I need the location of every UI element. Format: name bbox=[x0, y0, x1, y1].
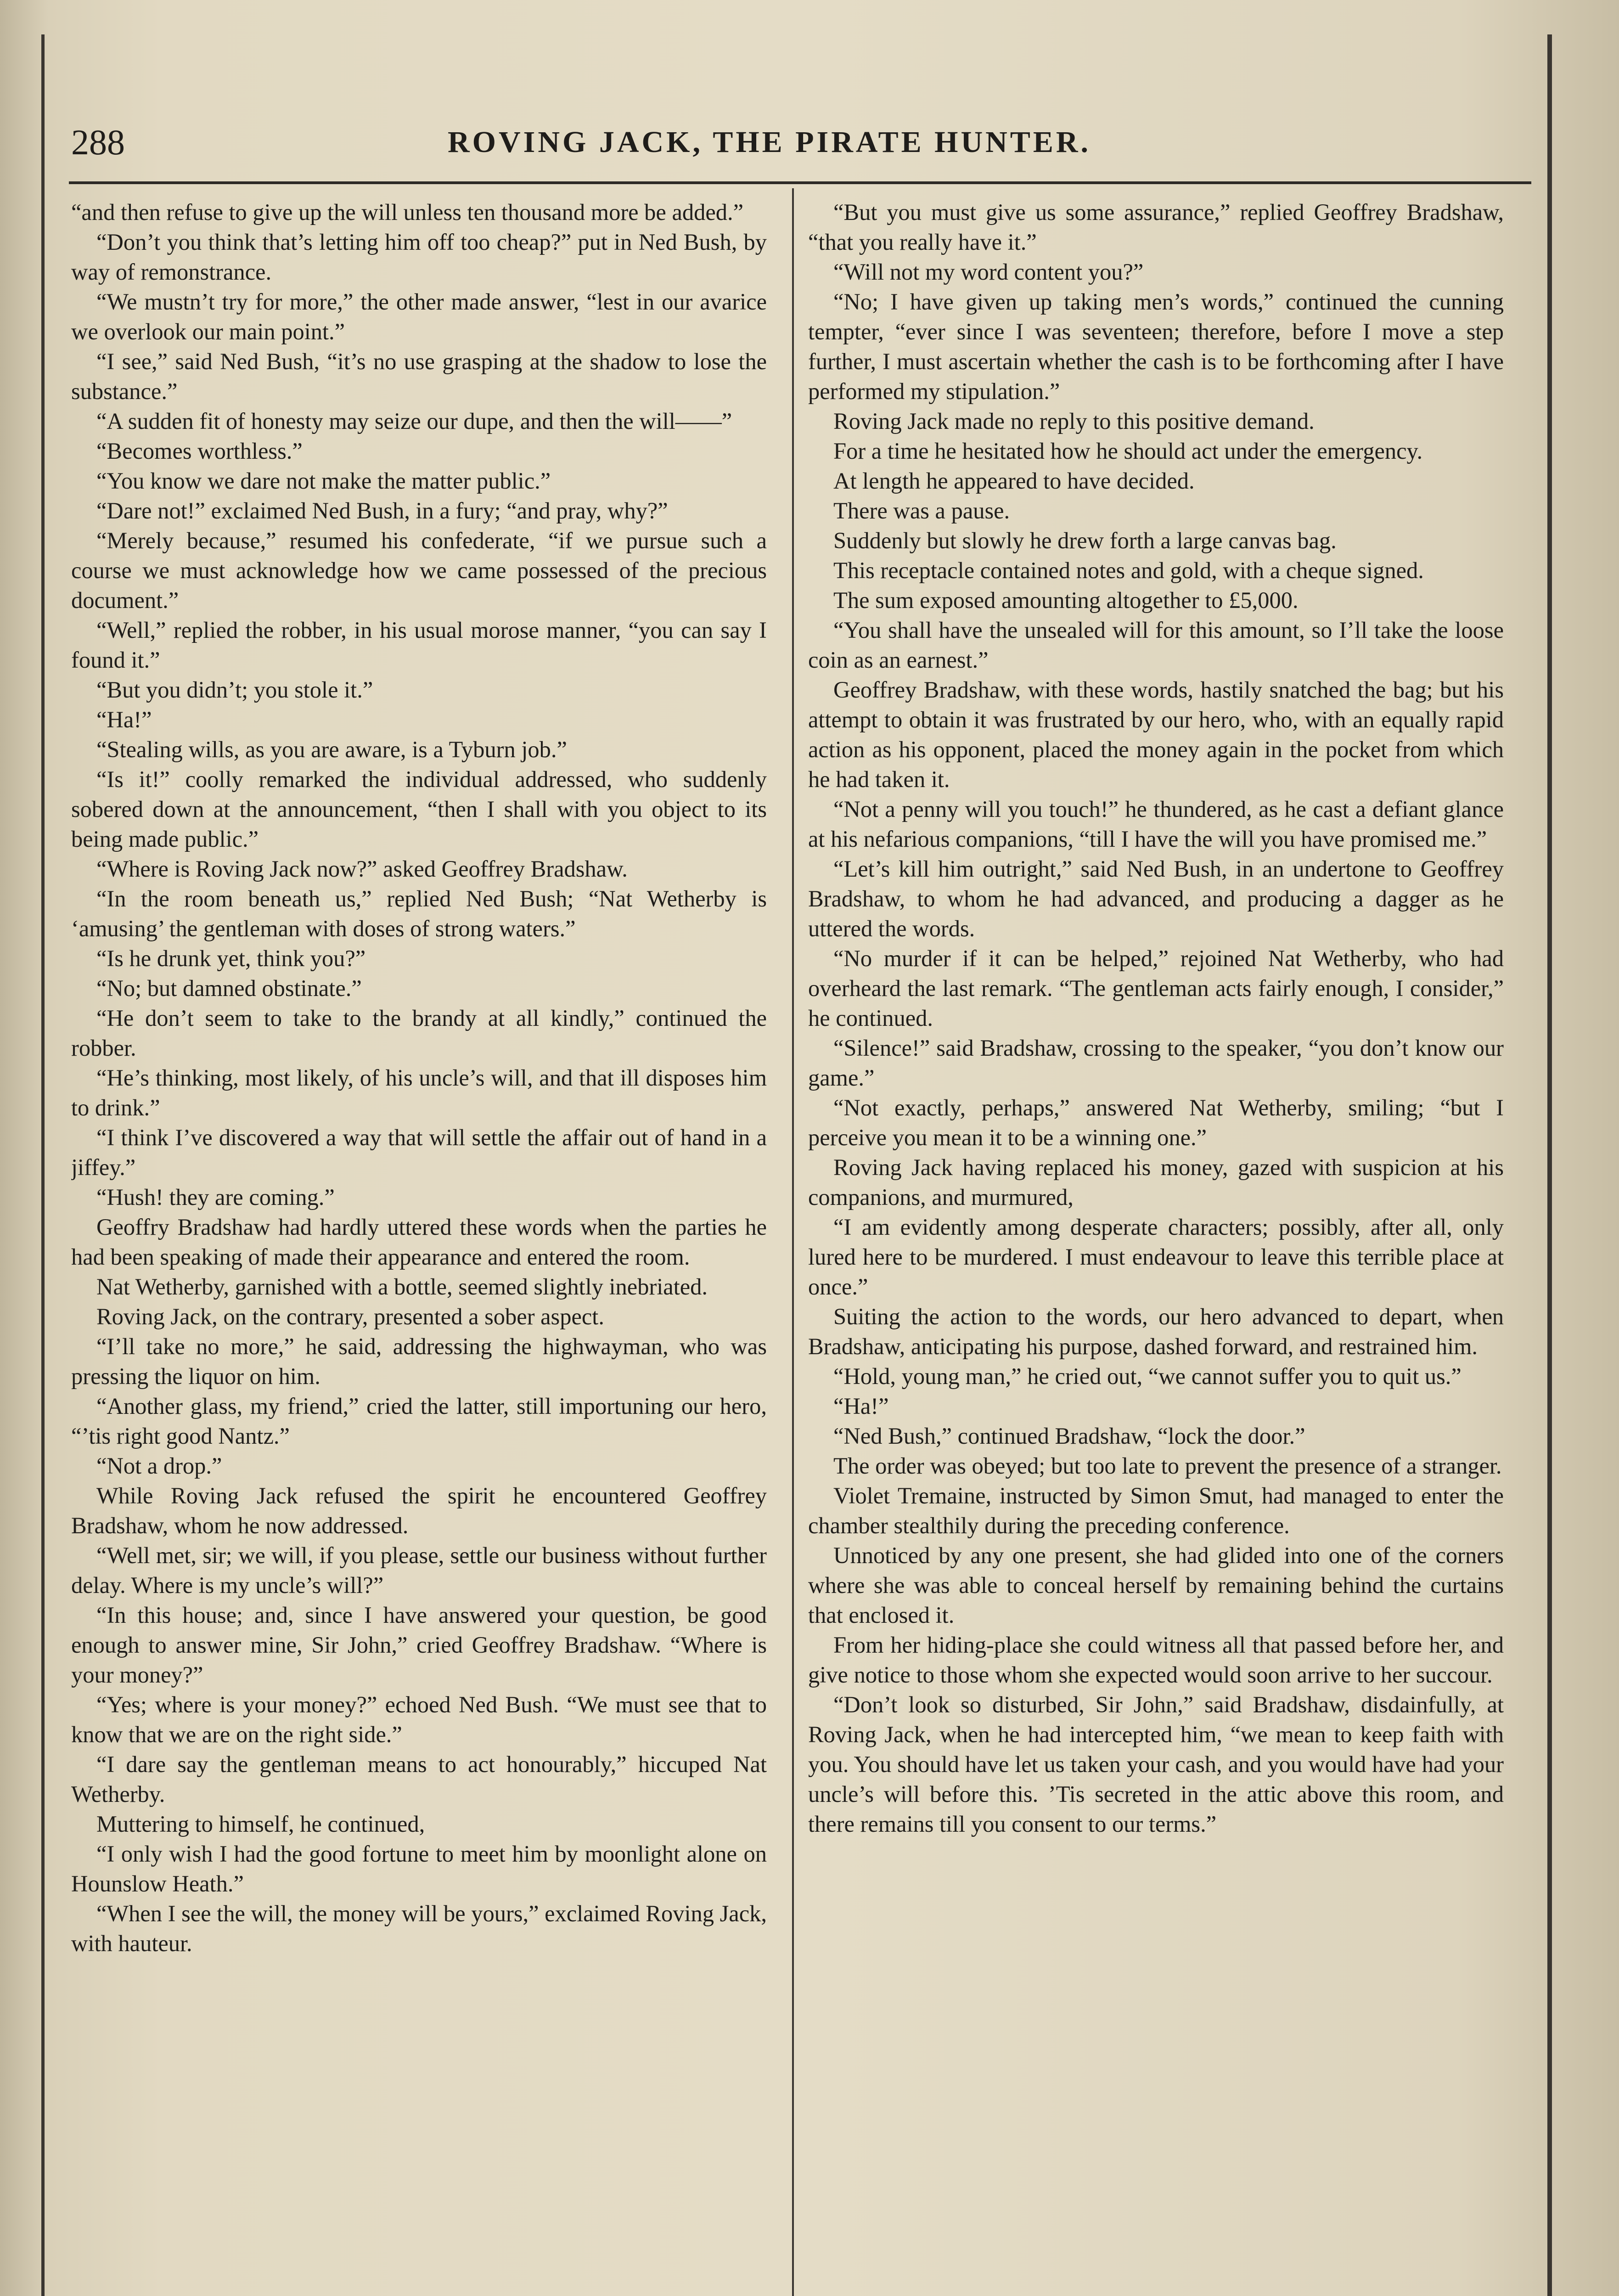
paragraph: “Merely because,” resumed his confederate, “if we pursue such a course we must acknowledge how we came possessed of the precious document.” bbox=[71, 528, 767, 613]
running-title: ROVING JACK, THE PIRATE HUNTER. bbox=[448, 125, 1091, 159]
paragraph: “No murder if it can be helped,” rejoined Nat Wetherby, who had overheard the last remark. “The gentleman acts fairly enough, I consider,” he continued. bbox=[808, 945, 1504, 1031]
paragraph: Violet Tremaine, instructed by Simon Smut, had managed to enter the chamber stealthily during the preceding conference. bbox=[808, 1483, 1504, 1538]
paragraph: “Don’t you think that’s letting him off too cheap?” put in Ned Bush, by way of remonstrance. bbox=[71, 229, 767, 285]
paragraph: While Roving Jack refused the spirit he encountered Geoffrey Bradshaw, whom he now addressed. bbox=[71, 1483, 767, 1538]
column-divider bbox=[792, 188, 794, 2296]
paragraph: “In the room beneath us,” replied Ned Bush; “Nat Wetherby is ‘amusing’ the gentleman with doses of strong waters.” bbox=[71, 886, 767, 941]
paragraph: “Let’s kill him outright,” said Ned Bush, in an undertone to Geoffrey Bradshaw, to whom he had advanced, and producing a dagger as he uttered the words. bbox=[808, 856, 1504, 941]
paragraph: “But you must give us some assurance,” replied Geoffrey Bradshaw, “that you really have it.” bbox=[808, 199, 1504, 255]
paragraph: “I see,” said Ned Bush, “it’s no use grasping at the shadow to lose the substance.” bbox=[71, 349, 767, 404]
paragraph: Unnoticed by any one present, she had glided into one of the corners where she was able to conceal herself by remaining behind the curtains that enclosed it. bbox=[808, 1542, 1504, 1628]
paragraph: “Well met, sir; we will, if you please, settle our business without further delay. Where is my uncle’s will?” bbox=[71, 1542, 767, 1598]
paragraph: “I think I’ve discovered a way that will settle the affair out of hand in a jiffey.” bbox=[71, 1125, 767, 1180]
page-number: 288 bbox=[71, 122, 125, 162]
paragraph: “You shall have the unsealed will for this amount, so I’ll take the loose coin as an earnest.” bbox=[808, 617, 1504, 673]
paragraph: “In this house; and, since I have answered your question, be good enough to answer mine, Sir John,” cried Geoffrey Bradshaw. “Where is your money?” bbox=[71, 1602, 767, 1688]
paragraph: “Is he drunk yet, think you?” bbox=[96, 945, 366, 971]
paragraph: “I only wish I had the good fortune to meet him by moonlight alone on Hounslow Heath.” bbox=[71, 1841, 767, 1896]
paragraph: Suiting the action to the words, our hero advanced to depart, when Bradshaw, anticipating his purpose, dashed forward, and restrained him. bbox=[808, 1304, 1504, 1359]
paragraph: “Silence!” said Bradshaw, crossing to the speaker, “you don’t know our game.” bbox=[808, 1035, 1504, 1091]
paragraph: “Ned Bush,” continued Bradshaw, “lock the door.” bbox=[833, 1423, 1305, 1449]
paragraph: Geoffrey Bradshaw, with these words, hastily snatched the bag; but his attempt to obtain it was frustrated by our hero, who, with an equally rapid action as his opponent, placed the money again in the pocket from which he had taken it. bbox=[808, 677, 1504, 792]
paragraph: “Hold, young man,” he cried out, “we cannot suffer you to quit us.” bbox=[833, 1363, 1462, 1389]
paragraph: There was a pause. bbox=[833, 498, 1010, 523]
paragraph: Roving Jack having replaced his money, gazed with suspicion at his companions, and murmured, bbox=[808, 1154, 1504, 1210]
text-column-left bbox=[71, 197, 767, 2296]
paragraph: “He’s thinking, most likely, of his uncle’s will, and that ill disposes him to drink.” bbox=[71, 1065, 767, 1120]
header-rule bbox=[69, 181, 1531, 184]
paragraph: “Is it!” coolly remarked the individual addressed, who suddenly sobered down at the announcement, “then I shall with you object to its being made public.” bbox=[71, 766, 767, 852]
paragraph: “Becomes worthless.” bbox=[96, 438, 303, 464]
text-column-right bbox=[808, 197, 1504, 2296]
paragraph: “You know we dare not make the matter public.” bbox=[96, 468, 551, 494]
paragraph: “Hush! they are coming.” bbox=[96, 1184, 335, 1210]
paragraph: “Will not my word content you?” bbox=[833, 259, 1144, 285]
paragraph: From her hiding-place she could witness all that passed before her, and give notice to those whom she expected would soon arrive to her succour. bbox=[808, 1632, 1504, 1688]
paragraph: “Yes; where is your money?” echoed Ned Bush. “We must see that to know that we are on the right side.” bbox=[71, 1692, 767, 1747]
paragraph: At length he appeared to have decided. bbox=[833, 468, 1195, 494]
paragraph: “I am evidently among desperate characters; possibly, after all, only lured here to be murdered. I must endeavour to leave this terrible place at once.” bbox=[808, 1214, 1504, 1300]
paragraph: “Not a penny will you touch!” he thundered, as he cast a defiant glance at his nefarious companions, “till I have the will you have promised me.” bbox=[808, 796, 1504, 852]
paragraph: “Don’t look so disturbed, Sir John,” said Bradshaw, disdainfully, at Roving Jack, when he had intercepted him, “we mean to keep faith with you. You should have let us taken your cash, and you would have had your uncle’s will before this. ’Tis secreted in the attic above this room, and there remains till you consent to our terms.” bbox=[808, 1692, 1504, 1837]
paragraph: “Not exactly, perhaps,” answered Nat Wetherby, smiling; “but I perceive you mean it to be a winning one.” bbox=[808, 1095, 1504, 1150]
paragraph: “Ha!” bbox=[833, 1393, 889, 1419]
paragraph: Muttering to himself, he continued, bbox=[96, 1811, 425, 1837]
paragraph: Nat Wetherby, garnished with a bottle, seemed slightly inebriated. bbox=[96, 1274, 708, 1300]
paragraph: “Stealing wills, as you are aware, is a Tyburn job.” bbox=[96, 737, 567, 762]
paragraph: “But you didn’t; you stole it.” bbox=[96, 677, 373, 703]
paragraph: “Dare not!” exclaimed Ned Bush, in a fury; “and pray, why?” bbox=[96, 498, 668, 523]
paragraph: This receptacle contained notes and gold, with a cheque signed. bbox=[833, 557, 1424, 583]
paragraph: “A sudden fit of honesty may seize our dupe, and then the will——” bbox=[96, 408, 732, 434]
paragraph: For a time he hesitated how he should act under the emergency. bbox=[833, 438, 1423, 464]
paragraph: “Well,” replied the robber, in his usual morose manner, “you can say I found it.” bbox=[71, 617, 767, 673]
paragraph: The sum exposed amounting altogether to £5,000. bbox=[833, 587, 1299, 613]
page-header bbox=[71, 122, 1527, 172]
paragraph: “Ha!” bbox=[96, 707, 152, 732]
paragraph: Roving Jack, on the contrary, presented a sober aspect. bbox=[96, 1304, 604, 1329]
paragraph: “We mustn’t try for more,” the other made answer, “lest in our avarice we overlook our main point.” bbox=[71, 289, 767, 344]
paragraph: Geoffry Bradshaw had hardly uttered these words when the parties he had been speaking of made their appearance and entered the room. bbox=[71, 1214, 767, 1270]
paragraph: “When I see the will, the money will be yours,” exclaimed Roving Jack, with hauteur. bbox=[71, 1901, 767, 1956]
paragraph: “Not a drop.” bbox=[96, 1453, 222, 1479]
paragraph: “Another glass, my friend,” cried the latter, still importuning our hero, “’tis right good Nantz.” bbox=[71, 1393, 767, 1449]
paragraph: “He don’t seem to take to the brandy at all kindly,” continued the robber. bbox=[71, 1005, 767, 1061]
paragraph: The order was obeyed; but too late to prevent the presence of a stranger. bbox=[833, 1453, 1502, 1479]
paragraph: “and then refuse to give up the will unless ten thousand more be added.” bbox=[71, 199, 744, 225]
paragraph: “I’ll take no more,” he said, addressing the highwayman, who was pressing the liquor on him. bbox=[71, 1334, 767, 1389]
paragraph: “No; I have given up taking men’s words,” continued the cunning tempter, “ever since I was seventeen; therefore, before I move a step further, I must ascertain whether the cash is to be forthcoming after I have performed my stipulation.” bbox=[808, 289, 1504, 404]
paragraph: “I dare say the gentleman means to act honourably,” hiccuped Nat Wetherby. bbox=[71, 1751, 767, 1807]
paragraph: Suddenly but slowly he drew forth a large canvas bag. bbox=[833, 528, 1337, 553]
paragraph: “Where is Roving Jack now?” asked Geoffrey Bradshaw. bbox=[96, 856, 628, 882]
paragraph: Roving Jack made no reply to this positive demand. bbox=[833, 408, 1315, 434]
paragraph: “No; but damned obstinate.” bbox=[96, 975, 362, 1001]
